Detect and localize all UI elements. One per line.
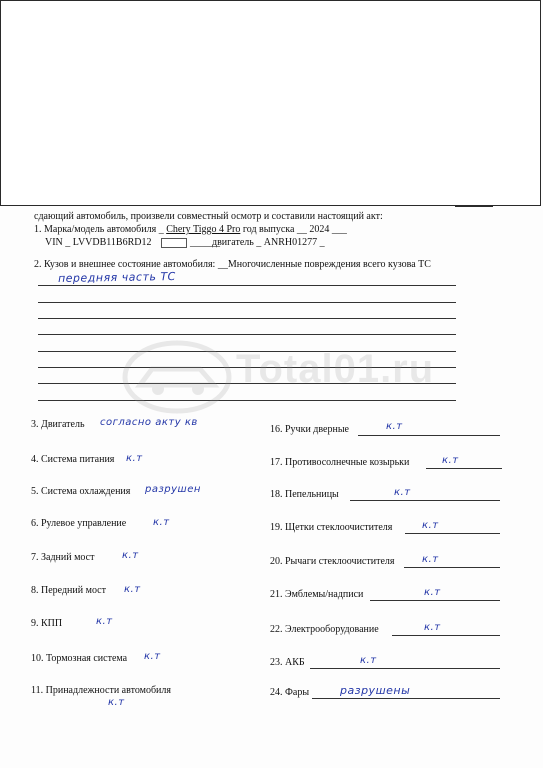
vin-redaction-box (161, 238, 187, 248)
left-item-note: к.т (126, 453, 143, 464)
right-item-label: 24. Фары (270, 687, 310, 698)
left-item-note: к.т (153, 517, 170, 528)
right-item-fill-line (392, 635, 500, 636)
left-item-label: 10. Тормозная система (31, 653, 128, 664)
left-item-note: к.т (144, 651, 161, 662)
right-item-fill-line (405, 533, 500, 534)
left-item-note: к.т (108, 697, 125, 708)
year-label: год выпуска __ (242, 224, 307, 235)
left-item-label: 3. Двигатель (31, 419, 85, 430)
right-item-note: к.т (394, 487, 411, 498)
model-line (34, 224, 347, 236)
left-item-note: разрушен (145, 484, 201, 495)
left-item-label: 4. Система питания (31, 454, 115, 465)
body-handwritten-note: передняя часть ТС (57, 269, 176, 286)
body-rule-line (38, 285, 456, 286)
right-item-fill-line (310, 668, 500, 669)
right-item-fill-line (426, 468, 502, 469)
year-value: 2024 (309, 224, 330, 235)
right-item-label: 16. Ручки дверные (270, 424, 349, 435)
right-item-label: 17. Противосолнечные козырьки (270, 457, 410, 468)
left-item-label: 6. Рулевое управление (31, 518, 127, 529)
right-item-note: к.т (424, 587, 441, 598)
left-item-label: 7. Задний мост (31, 552, 95, 563)
right-item-note: разрушены (340, 684, 411, 697)
left-item-note: к.т (122, 550, 139, 561)
right-item-note: к.т (386, 421, 403, 432)
right-item-label: 20. Рычаги стеклоочистителя (270, 556, 395, 567)
right-item-label: 19. Щетки стеклоочистителя (270, 522, 393, 533)
left-item-label: 11. Принадлежности автомобиля (31, 685, 171, 696)
right-item-fill-line (350, 500, 500, 501)
watermark (122, 335, 442, 415)
left-item-label: 5. Система охлаждения (31, 486, 131, 497)
engine-label: двигатель _ ANRH01277 _ (212, 237, 325, 248)
vin-label: VIN _ LVVDB11B6RD12 (45, 237, 152, 248)
right-item-note: к.т (442, 455, 459, 466)
left-item-label: 9. КПП (31, 618, 63, 629)
body-label: 2. Кузов и внешнее состояние автомобиля: __Многочисленные повреждения всего кузова ТС (34, 259, 431, 270)
left-item-note: к.т (124, 584, 141, 595)
year-underscore: ___ (331, 224, 347, 235)
blank-header-area (0, 0, 541, 206)
right-item-fill-line (312, 698, 500, 699)
right-item-note: к.т (424, 622, 441, 633)
right-item-label: 18. Пепельницы (270, 489, 339, 500)
right-item-note: к.т (360, 655, 377, 666)
right-item-label: 23. АКБ (270, 657, 305, 668)
watermark-text: Total01.ru (236, 347, 435, 391)
left-item-label: 8. Передний мост (31, 585, 106, 596)
left-item-note: к.т (96, 616, 113, 627)
right-item-fill-line (370, 600, 500, 601)
body-rule-line (38, 302, 456, 303)
right-item-fill-line (358, 435, 500, 436)
model-value: Chery Tiggo 4 Pro (166, 224, 241, 235)
intro-text: сдающий автомобиль, произвели совместный осмотр и составили настоящий акт: (34, 211, 383, 222)
right-item-fill-line (404, 567, 500, 568)
left-item-note: согласно акту кв (100, 417, 198, 428)
body-rule-line (38, 318, 456, 319)
right-item-note: к.т (422, 520, 439, 531)
model-label: 1. Марка/модель автомобиля _ (34, 224, 164, 235)
right-item-label: 22. Электрооборудование (270, 624, 379, 635)
right-item-label: 21. Эмблемы/надписи (270, 589, 364, 600)
right-item-note: к.т (422, 554, 439, 565)
header-divider-line (455, 205, 493, 207)
vin-underscore: ______ (190, 237, 220, 248)
watermark-car-icon (122, 335, 232, 415)
